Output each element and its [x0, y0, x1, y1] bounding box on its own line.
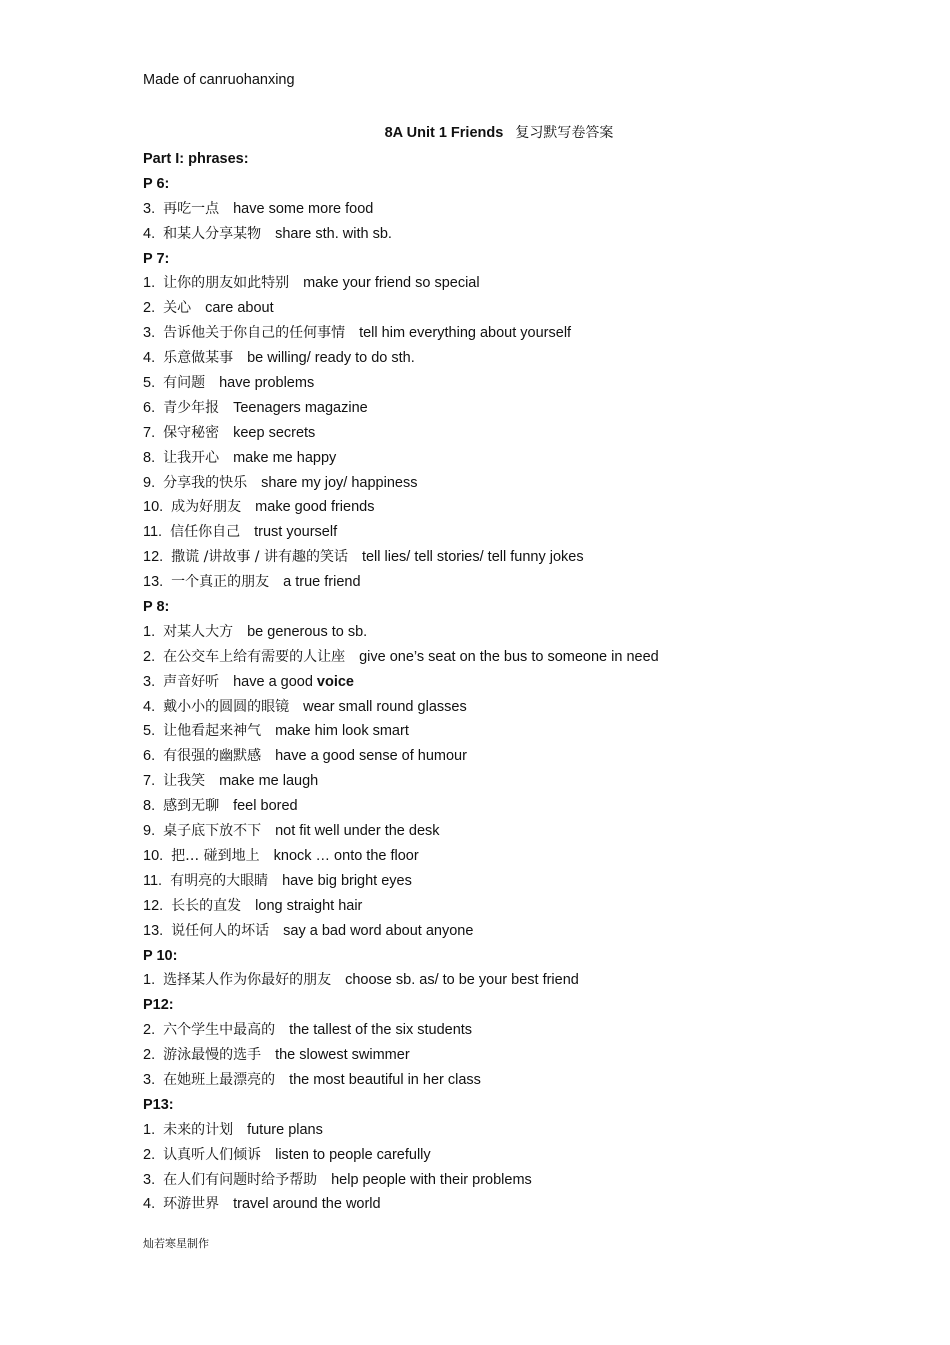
chinese-phrase: 分享我的快乐	[163, 474, 248, 491]
english-phrase: make me happy	[233, 449, 337, 466]
section-heading: P 7:	[143, 250, 170, 267]
document-body	[143, 147, 843, 1217]
english-phrase: have big bright eyes	[282, 872, 412, 889]
phrase-item	[143, 421, 843, 446]
phrase-item	[143, 197, 843, 222]
phrase-item	[143, 1192, 843, 1217]
phrase-item	[143, 1018, 843, 1043]
chinese-phrase: 有明亮的大眼睛	[170, 872, 269, 889]
item-number: 12.	[143, 549, 164, 566]
english-phrase: be willing/ ready to do sth.	[247, 350, 415, 367]
chinese-phrase: 未来的计划	[163, 1121, 234, 1138]
item-number: 13.	[143, 574, 164, 591]
item-number: 10.	[143, 499, 164, 516]
item-number: 2.	[143, 1146, 156, 1163]
item-number: 8.	[143, 449, 156, 466]
chinese-phrase: 长长的直发	[171, 897, 242, 914]
item-number: 9.	[143, 474, 156, 491]
item-number: 3.	[143, 673, 156, 690]
english-phrase: have problems	[219, 375, 315, 392]
english-phrase: share my joy/ happiness	[261, 474, 418, 491]
chinese-phrase: 和某人分享某物	[163, 225, 262, 242]
item-number: 1.	[143, 972, 156, 989]
english-phrase: have some more food	[233, 200, 374, 217]
chinese-phrase: 环游世界	[163, 1196, 220, 1213]
phrase-item	[143, 545, 843, 570]
english-phrase: not fit well under the desk	[275, 823, 440, 840]
chinese-phrase: 让你的朋友如此特别	[163, 275, 290, 292]
item-number: 9.	[143, 823, 156, 840]
english-phrase: make your friend so special	[303, 275, 480, 292]
phrase-item	[143, 968, 843, 993]
item-number: 1.	[143, 623, 156, 640]
item-number: 3.	[143, 325, 156, 342]
chinese-phrase: 感到无聊	[163, 798, 220, 815]
item-number: 3.	[143, 1071, 156, 1088]
chinese-phrase: 告诉他关于你自己的任何事情	[163, 325, 346, 342]
english-phrase: Teenagers magazine	[233, 399, 368, 416]
footer-note: 灿若寒星制作	[143, 1237, 209, 1250]
chinese-phrase: 有很强的幽默感	[163, 748, 262, 765]
english-phrase: help people with their problems	[331, 1171, 532, 1188]
phrase-item	[143, 296, 843, 321]
phrase-item	[143, 346, 843, 371]
chinese-phrase: 选择某人作为你最好的朋友	[163, 972, 332, 989]
english-phrase: tell lies/ tell stories/ tell funny jokes	[361, 549, 584, 566]
chinese-phrase: 认真听人们倾诉	[163, 1146, 262, 1163]
item-number: 5.	[143, 723, 156, 740]
phrase-item	[143, 371, 843, 396]
phrase-item	[143, 844, 843, 869]
item-number: 12.	[143, 897, 164, 914]
chinese-phrase: 保守秘密	[163, 424, 220, 441]
item-number: 4.	[143, 1196, 156, 1213]
english-phrase: say a bad word about anyone	[283, 922, 474, 939]
phrase-item	[143, 744, 843, 769]
english-phrase: knock … onto the floor	[273, 847, 419, 864]
chinese-phrase: 让他看起来神气	[163, 723, 262, 740]
english-phrase: long straight hair	[255, 897, 363, 914]
chinese-phrase: 六个学生中最高的	[163, 1022, 276, 1039]
chinese-phrase: 关心	[163, 300, 192, 317]
phrase-item	[143, 520, 843, 545]
chinese-phrase: 信任你自己	[170, 524, 241, 541]
chinese-phrase: 成为好朋友	[171, 499, 242, 516]
sections-container	[143, 172, 843, 1217]
english-phrase: the tallest of the six students	[289, 1022, 473, 1039]
phrase-item	[143, 271, 843, 296]
english-phrase: trust yourself	[254, 524, 338, 541]
chinese-phrase: 在公交车上给有需要的人让座	[163, 648, 346, 665]
section-heading: P 8:	[143, 599, 170, 616]
english-phrase: make good friends	[255, 499, 375, 516]
english-phrase: tell him everything about yourself	[359, 325, 572, 342]
item-number: 7.	[143, 773, 156, 790]
english-phrase: listen to people carefully	[275, 1146, 431, 1163]
title-bold: 8A Unit 1 Friends	[384, 125, 504, 141]
phrase-item	[143, 719, 843, 744]
header-note: Made of canruohanxing	[143, 72, 295, 88]
english-phrase: feel bored	[233, 798, 298, 815]
english-phrase: give one’s seat on the bus to someone in need	[359, 648, 659, 665]
item-number: 5.	[143, 375, 156, 392]
chinese-phrase: 戴小小的圆圆的眼镜	[163, 698, 290, 715]
chinese-phrase: 有问题	[163, 375, 206, 392]
phrase-item	[143, 446, 843, 471]
item-number: 1.	[143, 1121, 156, 1138]
item-number: 2.	[143, 1047, 156, 1064]
phrase-item	[143, 769, 843, 794]
item-number: 7.	[143, 424, 156, 441]
part-heading: Part I: phrases:	[143, 151, 249, 167]
chinese-phrase: 在人们有问题时给予帮助	[163, 1171, 318, 1188]
phrase-item	[143, 794, 843, 819]
phrase-item	[143, 894, 843, 919]
phrase-item	[143, 396, 843, 421]
section-heading: P12:	[143, 997, 174, 1014]
chinese-phrase: 一个真正的朋友	[171, 574, 270, 591]
phrase-item	[143, 695, 843, 720]
title-chinese: 复习默写卷答案	[515, 125, 614, 141]
item-number: 11.	[143, 524, 163, 541]
phrase-item	[143, 471, 843, 496]
item-number: 6.	[143, 748, 156, 765]
english-phrase: keep secrets	[233, 424, 316, 441]
item-number: 3.	[143, 1171, 156, 1188]
item-number: 4.	[143, 225, 156, 242]
section-heading: P 6:	[143, 175, 170, 192]
chinese-phrase: 再吃一点	[163, 200, 220, 217]
english-phrase: the slowest swimmer	[275, 1047, 410, 1064]
english-phrase: make him look smart	[275, 723, 409, 740]
english-phrase: make me laugh	[219, 773, 319, 790]
phrase-item	[143, 1143, 843, 1168]
chinese-phrase: 对某人大方	[163, 623, 234, 640]
chinese-phrase: 把… 碰到地上	[171, 847, 260, 864]
english-phrase: have a good sense of humour	[275, 748, 467, 765]
item-number: 2.	[143, 1022, 156, 1039]
section-heading: P 10:	[143, 947, 178, 964]
item-number: 10.	[143, 847, 164, 864]
item-number: 2.	[143, 300, 156, 317]
english-phrase: be generous to sb.	[247, 623, 368, 640]
english-phrase: share sth. with sb.	[275, 225, 392, 242]
phrase-item	[143, 1068, 843, 1093]
phrase-item	[143, 495, 843, 520]
english-phrase: choose sb. as/ to be your best friend	[345, 972, 579, 989]
english-phrase: a true friend	[283, 574, 361, 591]
chinese-phrase: 乐意做某事	[163, 350, 234, 367]
item-number: 3.	[143, 200, 156, 217]
chinese-phrase: 桌子底下放不下	[163, 823, 262, 840]
english-phrase: have a good	[233, 673, 313, 690]
chinese-phrase: 青少年报	[163, 399, 220, 416]
item-number: 11.	[143, 872, 163, 889]
page-title	[0, 122, 950, 142]
phrase-item	[143, 670, 843, 695]
chinese-phrase: 让我笑	[163, 773, 206, 790]
item-number: 4.	[143, 698, 156, 715]
item-number: 2.	[143, 648, 156, 665]
phrase-item	[143, 1118, 843, 1143]
chinese-phrase: 让我开心	[163, 449, 220, 466]
english-phrase: wear small round glasses	[303, 698, 467, 715]
phrase-item	[143, 620, 843, 645]
english-phrase: care about	[205, 300, 274, 317]
item-number: 8.	[143, 798, 156, 815]
phrase-item	[143, 869, 843, 894]
phrase-item	[143, 919, 843, 944]
english-phrase: the most beautiful in her class	[289, 1071, 481, 1088]
english-phrase: future plans	[247, 1121, 323, 1138]
chinese-phrase: 说任何人的坏话	[171, 922, 270, 939]
english-phrase: travel around the world	[233, 1196, 381, 1213]
chinese-phrase: 声音好听	[163, 673, 220, 690]
item-number: 4.	[143, 350, 156, 367]
chinese-phrase: 在她班上最漂亮的	[163, 1071, 276, 1088]
item-number: 1.	[143, 275, 156, 292]
phrase-item	[143, 570, 843, 595]
phrase-item	[143, 222, 843, 247]
phrase-item	[143, 1168, 843, 1193]
item-number: 6.	[143, 399, 156, 416]
item-number: 13.	[143, 922, 164, 939]
phrase-item	[143, 645, 843, 670]
phrase-item	[143, 819, 843, 844]
chinese-phrase: 游泳最慢的选手	[163, 1047, 262, 1064]
english-phrase-bold: voice	[316, 673, 355, 690]
phrase-item	[143, 1043, 843, 1068]
chinese-phrase: 撒谎 /讲故事 / 讲有趣的笑话	[171, 549, 348, 566]
phrase-item	[143, 321, 843, 346]
section-heading: P13:	[143, 1096, 174, 1113]
